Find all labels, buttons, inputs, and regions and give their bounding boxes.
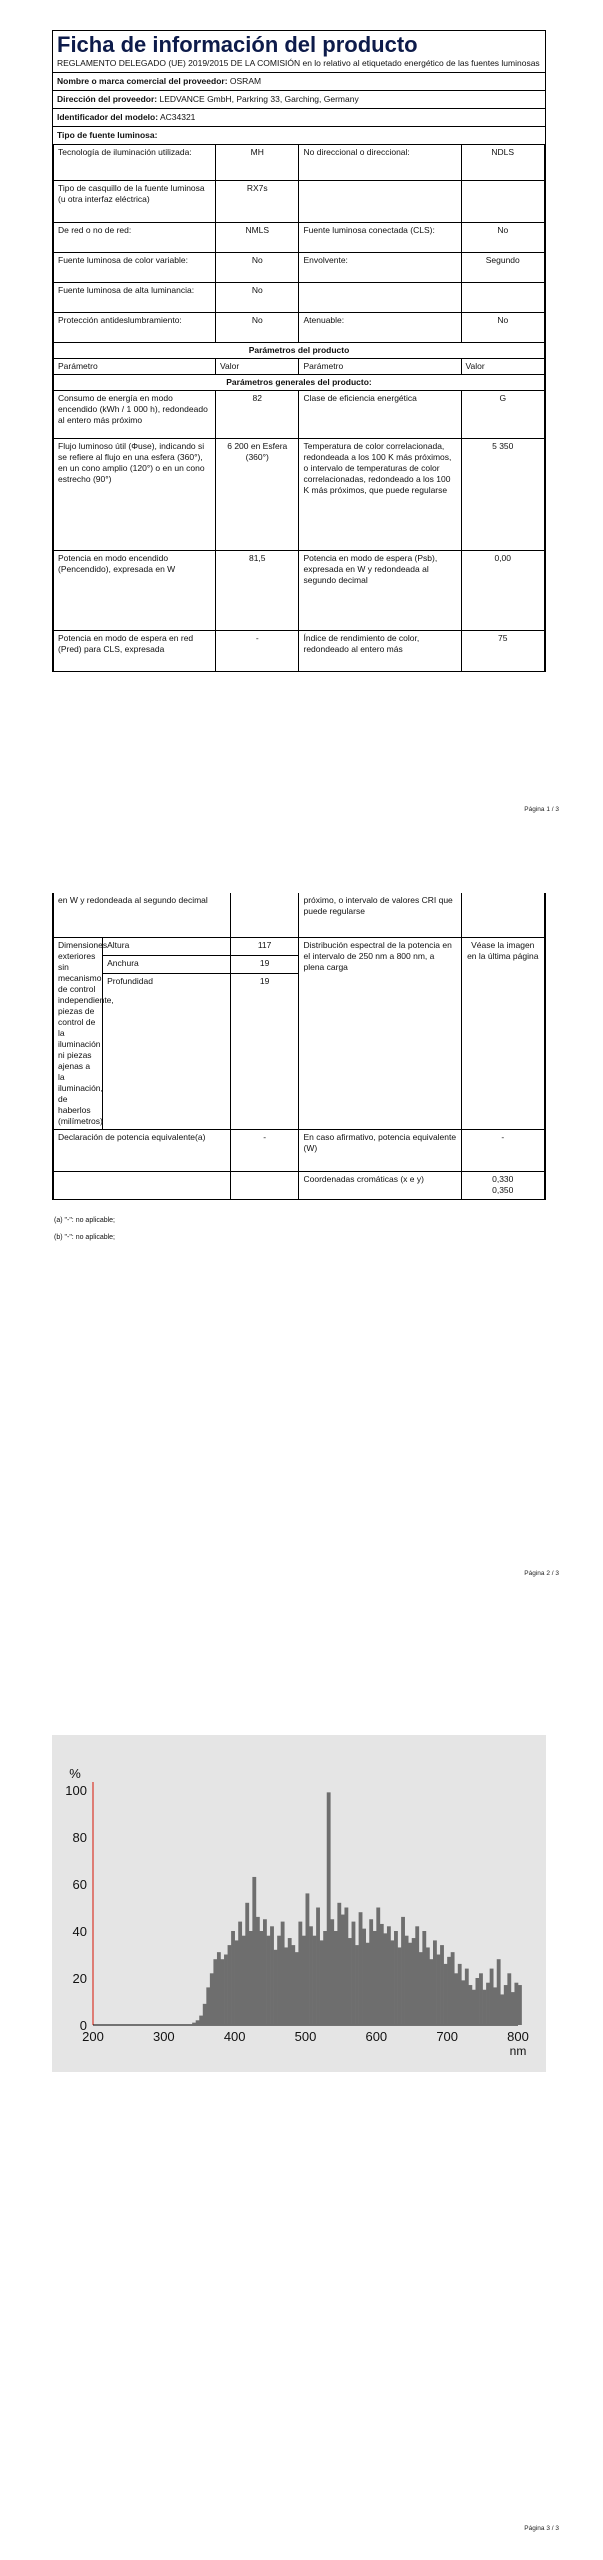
spectrum-bar: [252, 1877, 256, 2025]
spectrum-bar: [199, 2016, 203, 2025]
spectrum-bar: [206, 1987, 210, 2025]
supplier-value: OSRAM: [229, 76, 262, 86]
spectrum-bar: [245, 1903, 249, 2025]
pnet-label-part1: Potencia en modo de espera en red (Pred) para CLS, expresada: [54, 631, 216, 671]
col-value-header: Valor: [216, 359, 299, 375]
spd-value: Véase la imagen en la última página: [461, 937, 545, 1129]
spectrum-bar: [472, 1990, 476, 2025]
table-row: [54, 893, 545, 937]
params-table-2: [53, 893, 545, 1200]
y-tick-label: 20: [72, 1971, 87, 1986]
flux-label: Flujo luminoso útil (Φuse), indicando si se refiere al flujo en una esfera (360°), en un cono amplio (120°) o en un cono estrecho (90°): [54, 439, 216, 551]
class-value: G: [461, 391, 545, 439]
spectrum-bar: [433, 1940, 437, 2025]
spectrum-bar: [302, 1936, 306, 2025]
spectrum-bar: [518, 1985, 522, 2025]
spectrum-bar: [348, 1938, 352, 2025]
xy-label: Coordenadas cromáticas (x e y): [299, 1171, 461, 1199]
spectrum-bar: [490, 1969, 494, 2025]
hl-value: No: [216, 283, 299, 313]
x-tick-label: 300: [152, 2029, 175, 2044]
address-value: LEDVANCE GmbH, Parkring 33, Garching, Germany: [159, 94, 359, 104]
empty-cell: [54, 1171, 231, 1199]
empty-cell: [461, 893, 545, 937]
spectrum-bar: [274, 1950, 278, 2025]
spectrum-bar: [256, 1917, 260, 2025]
spectrum-bar: [330, 1919, 334, 2025]
x-value: 0,330: [492, 1173, 514, 1184]
spd-label: Distribución espectral de la potencia en el intervalo de 250 nm a 800 nm, a plena carga: [299, 937, 461, 1129]
cap-label: Tipo de casquillo de la fuente luminosa: [58, 183, 205, 193]
y-tick-label: 100: [65, 1783, 87, 1798]
supplier-label: Nombre o marca comercial del proveedor:: [57, 76, 228, 86]
eqp-if-label: En caso afirmativo, potencia equivalente (W): [299, 1129, 461, 1171]
spectrum-bar: [391, 1940, 395, 2025]
cct-value: 5 350: [461, 439, 545, 551]
envelope-label: Envolvente:: [299, 253, 461, 283]
spectrum-bar: [429, 1959, 433, 2025]
spectrum-bar: [497, 1959, 501, 2025]
spectrum-bar: [376, 1908, 380, 2026]
cls-label: Fuente luminosa conectada (CLS):: [299, 223, 461, 253]
spectrum-bar: [366, 1943, 370, 2025]
nondir-label: No direccional o direccional:: [299, 145, 461, 181]
energy-value: 82: [216, 391, 299, 439]
spectrum-bar: [213, 1959, 217, 2025]
spectrum-bar: [447, 1957, 451, 2025]
spectrum-bar: [401, 1917, 405, 2025]
spectrum-bar: [238, 1922, 242, 2025]
regulation-text: REGLAMENTO DELEGADO (UE) 2019/2015 DE LA COMISIÓN en lo relativo al etiquetado energético de las fuentes luminosas: [53, 57, 545, 73]
cap-value: RX7s: [216, 181, 299, 223]
tech-value: MH: [216, 145, 299, 181]
spectral-distribution-chart: [52, 1735, 546, 2072]
tunable-value: No: [216, 253, 299, 283]
col-param-header: Parámetro: [299, 359, 461, 375]
spectrum-bar: [196, 2020, 200, 2025]
spectrum-bar: [504, 1985, 508, 2025]
spectrum-bar: [444, 1964, 448, 2025]
spectrum-bar: [362, 1929, 366, 2025]
depth-label: Profundidad: [103, 973, 231, 1129]
y-tick-label: 60: [72, 1877, 87, 1892]
nondir-value: NDLS: [461, 145, 545, 181]
spectrum-bar: [500, 1994, 504, 2025]
glare-value: No: [216, 313, 299, 343]
glare-label: Protección antideslumbramiento:: [54, 313, 216, 343]
spectrum-bar: [514, 1983, 518, 2025]
psb-label: Potencia en modo de espera (Psb), expresada en W y redondeada al segundo decimal: [299, 551, 461, 631]
dims-label: Dimensiones exteriores sin mecanismo de control independiente, piezas de control de la iluminación ni piezas ajenas a la iluminación, de haberlos (milímetros): [54, 937, 103, 1129]
spectrum-bar: [281, 1922, 285, 2025]
x-tick-label: 800: [507, 2029, 529, 2044]
width-label: Anchura: [103, 955, 231, 973]
spectrum-bar: [394, 1931, 398, 2025]
spectrum-bar: [369, 1919, 373, 2025]
model-value: AC34321: [159, 112, 196, 122]
pon-value: 81,5: [216, 551, 299, 631]
spectrum-bar: [235, 1940, 239, 2025]
y-tick-label: 80: [72, 1830, 87, 1845]
footnote: (b) "-": no aplicable;: [54, 1234, 115, 1241]
spectrum-bar: [387, 1926, 391, 2025]
x-tick-label: 400: [223, 2029, 246, 2044]
empty-cell: [230, 893, 299, 937]
spectrum-bar: [309, 1926, 313, 2025]
spectrum-bar: [465, 1969, 469, 2025]
spectrum-bar: [507, 1973, 511, 2025]
spectrum-bar: [451, 1952, 455, 2025]
cct-label: Temperatura de color correlacionada, redondeada a los 100 K más próximos, o intervalo de temperaturas de color correlacionadas, redondeado a los 100 K más próximos, que puede regularse: [299, 439, 461, 551]
spectrum-bar: [398, 1947, 402, 2025]
spectrum-bar: [405, 1936, 409, 2025]
table-row: [54, 937, 545, 955]
x-tick-label: 600: [365, 2029, 388, 2044]
spectrum-bar: [295, 1952, 299, 2025]
spectrum-bar: [426, 1947, 430, 2025]
height-value: 117: [230, 937, 299, 955]
spectrum-bar: [298, 1922, 302, 2025]
spectrum-bar: [316, 1908, 320, 2026]
flux-value: 6 200 en Esfera (360°): [216, 439, 299, 551]
spectrum-bar: [419, 1952, 423, 2025]
y-tick-label: 40: [72, 1924, 87, 1939]
spectrum-bar: [415, 1926, 419, 2025]
y-tick-label: 0: [79, 2018, 87, 2033]
params-header: Parámetros del producto: [54, 343, 545, 359]
spectrum-bar: [323, 1931, 327, 2025]
spectrum-bar: [327, 1792, 331, 2025]
spectrum-bar: [221, 1959, 225, 2025]
psb-value: 0,00: [461, 551, 545, 631]
cap-label-note: (u otra interfaz eléctrica): [58, 194, 150, 204]
dim-label: Atenuable:: [299, 313, 461, 343]
spectrum-bar: [313, 1936, 317, 2025]
spectrum-bar: [511, 1992, 515, 2025]
page-number: Página 3 / 3: [524, 2525, 559, 2532]
spectrum-bar: [263, 1919, 267, 2025]
spectrum-bar: [408, 1943, 412, 2025]
spectrum-bar: [493, 1987, 497, 2025]
spectrum-bar: [440, 1945, 444, 2025]
spectrum-bar: [341, 1915, 345, 2025]
spectrum-bar: [231, 1931, 235, 2025]
eqp-label: Declaración de potencia equivalente(a): [54, 1129, 231, 1171]
cri-label-part1: Índice de rendimiento de color, redondeado al entero más: [299, 631, 461, 671]
cri-value: 75: [461, 631, 545, 671]
spectrum-bar: [355, 1945, 359, 2025]
class-label: Clase de eficiencia energética: [299, 391, 461, 439]
spectrum-bar: [203, 2004, 207, 2025]
page-number: Página 1 / 3: [524, 806, 559, 813]
col-param-header: Parámetro: [54, 359, 216, 375]
spectrum-bar: [352, 1922, 356, 2025]
model-label: Identificador del modelo:: [57, 112, 159, 122]
cls-value: No: [461, 223, 545, 253]
spectrum-bar: [267, 1936, 271, 2025]
params-table-continued: [52, 893, 546, 1200]
xy-values: [461, 1171, 545, 1199]
spectrum-bar: [284, 1947, 288, 2025]
col-value-header: Valor: [461, 359, 545, 375]
spectrum-bar: [259, 1931, 263, 2025]
table-row: [54, 1129, 545, 1171]
spectrum-bar: [228, 1945, 232, 2025]
spectrum-bar: [458, 1964, 462, 2025]
spectrum-bar: [306, 1893, 310, 2025]
pnet-value: -: [216, 631, 299, 671]
spectrum-bar: [242, 1936, 246, 2025]
dim-value: No: [461, 313, 545, 343]
source-type-label: Tipo de fuente luminosa:: [57, 130, 158, 140]
eqp-if-value: -: [461, 1129, 545, 1171]
cri-label-part2: próximo, o intervalo de valores CRI que puede regularse: [299, 893, 461, 937]
height-label: Altura: [103, 937, 231, 955]
spectrum-bar: [291, 1945, 295, 2025]
spectrum-bar: [344, 1908, 348, 2026]
spectrum-bar: [288, 1938, 292, 2025]
spectrum-bar: [437, 1955, 441, 2026]
spectrum-bar: [249, 1931, 253, 2025]
table-row: [54, 1171, 545, 1199]
spectrum-bar: [224, 1955, 228, 2026]
spectrum-bar: [486, 1983, 490, 2025]
depth-value: 19: [230, 973, 299, 1129]
x-tick-label: 700: [436, 2029, 459, 2044]
x-axis-label: nm: [509, 2044, 527, 2058]
spectrum-bar: [412, 1938, 416, 2025]
eqp-value: -: [230, 1129, 299, 1171]
x-tick-label: 200: [82, 2029, 104, 2044]
spectrum-bar: [337, 1903, 341, 2025]
spectrum-bar: [192, 2023, 196, 2025]
width-value: 19: [230, 955, 299, 973]
spectrum-bar: [383, 1933, 387, 2025]
general-params-header: Parámetros generales del producto:: [54, 375, 545, 391]
x-tick-label: 500: [294, 2029, 317, 2044]
spectrum-bar: [359, 1912, 363, 2025]
empty-cell: [230, 1171, 299, 1199]
footnote: (a) "-": no aplicable;: [54, 1217, 115, 1224]
page-title: Ficha de información del producto: [57, 32, 418, 57]
spectrum-bar: [461, 1980, 465, 2025]
address-label: Dirección del proveedor:: [57, 94, 158, 104]
y-axis-label: %: [69, 1766, 81, 1781]
tech-label: Tecnología de iluminación utilizada:: [54, 145, 216, 181]
spectrum-bar: [277, 1936, 281, 2025]
spectrum-bar: [476, 1978, 480, 2025]
spectrum-bar: [334, 1931, 338, 2025]
spectrum-bar: [217, 1952, 221, 2025]
spectrum-bar: [468, 1985, 472, 2025]
energy-label: Consumo de energía en modo encendido (kWh / 1 000 h), redondeado al entero más próximo: [54, 391, 216, 439]
spectral-chart-svg: [52, 1735, 546, 2072]
footnotes: [52, 1210, 546, 1244]
page-number: Página 2 / 3: [524, 1570, 559, 1577]
spectrum-bar: [373, 1931, 377, 2025]
envelope-value: Segundo: [461, 253, 545, 283]
spectrum-bar: [483, 1990, 487, 2025]
spectrum-bar: [454, 1973, 458, 2025]
y-value: 0,350: [492, 1184, 514, 1195]
spectrum-bar: [210, 1973, 214, 2025]
hl-label: Fuente luminosa de alta luminancia:: [54, 283, 216, 313]
spectrum-bar: [270, 1926, 274, 2025]
spectrum-bar: [422, 1931, 426, 2025]
pon-label: Potencia en modo encendido (Pencendido), expresada en W: [54, 551, 216, 631]
mains-label: De red o no de red:: [54, 223, 216, 253]
mains-value: NMLS: [216, 223, 299, 253]
spectrum-bar: [479, 1973, 483, 2025]
spectrum-bar: [320, 1940, 324, 2025]
pnet-label-part2: en W y redondeada al segundo decimal: [54, 893, 231, 937]
tunable-label: Fuente luminosa de color variable:: [54, 253, 216, 283]
spectrum-bar: [380, 1924, 384, 2025]
